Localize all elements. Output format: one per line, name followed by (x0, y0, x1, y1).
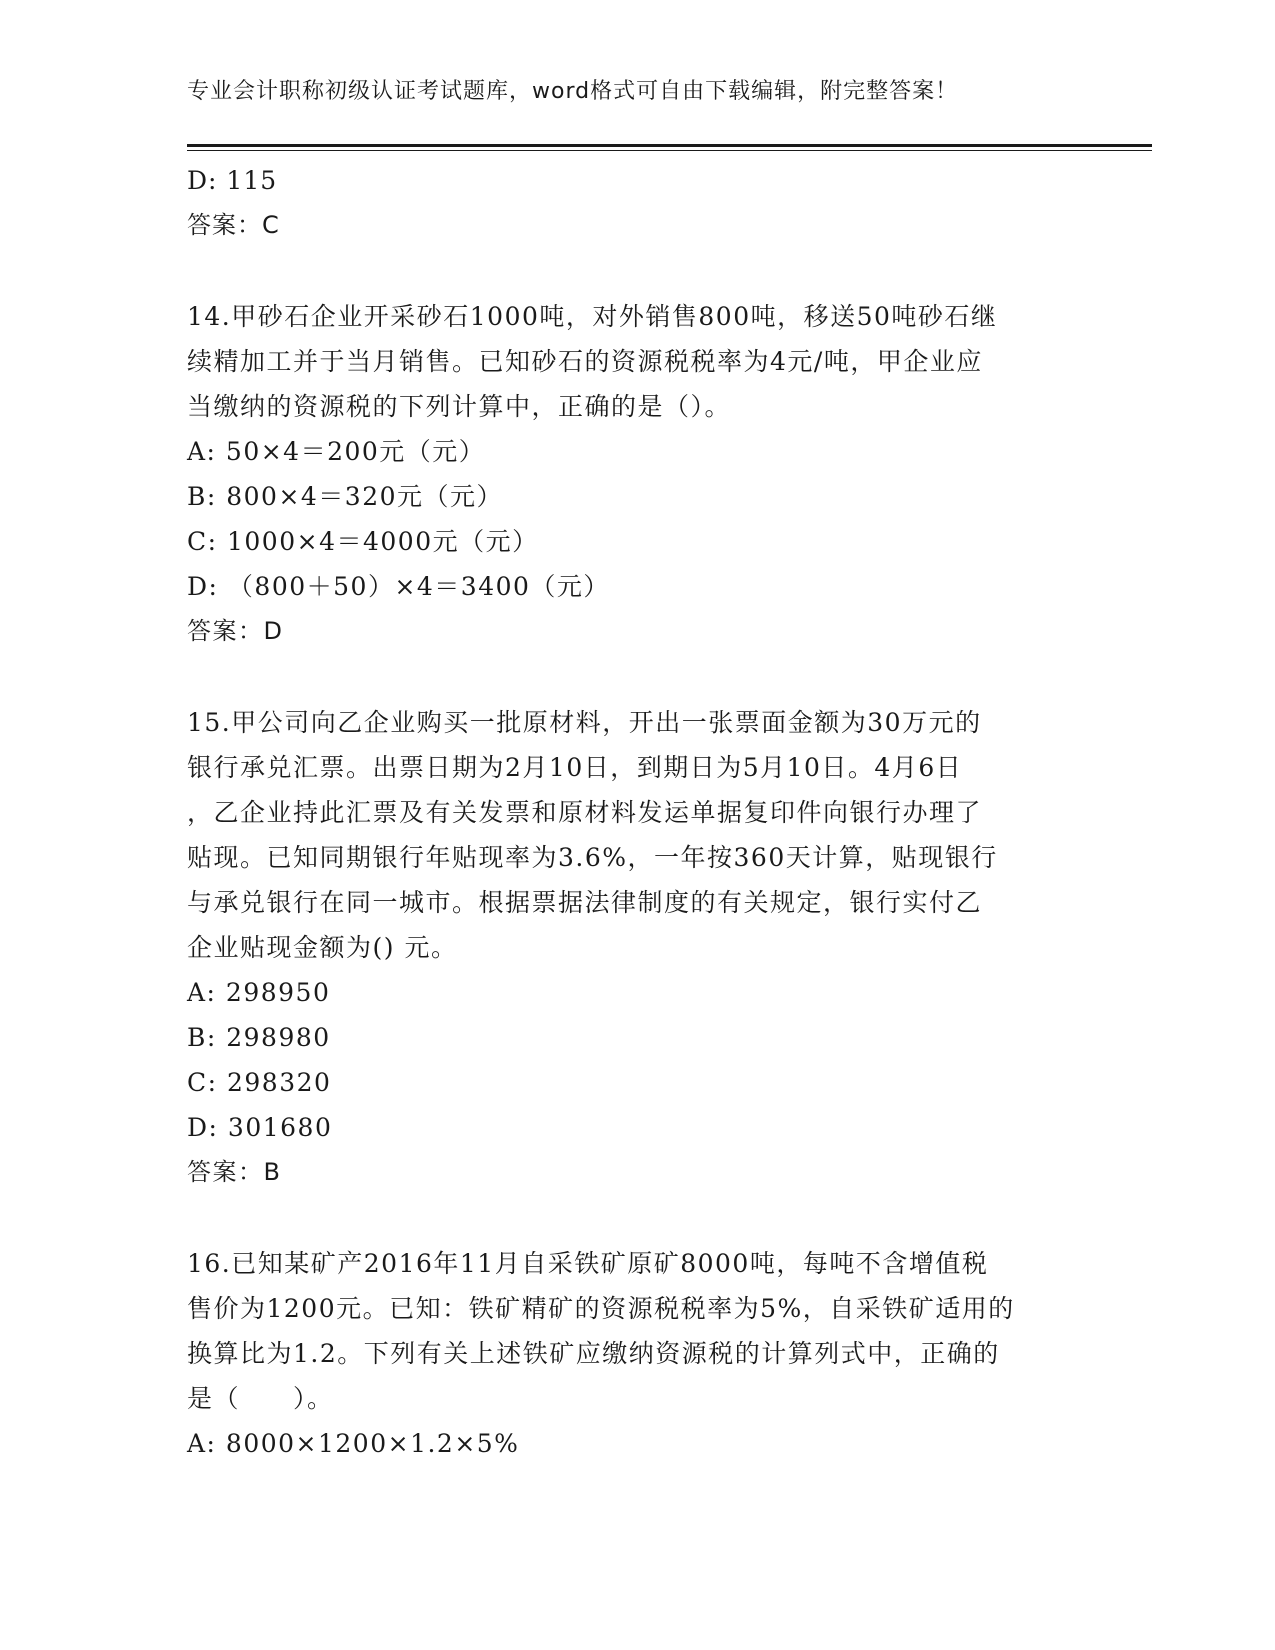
option-c: C: 298320 (187, 1068, 332, 1097)
header-rule-thick (187, 144, 1152, 147)
option-b: B: 800×4＝320元（元） (187, 482, 504, 511)
option-a: A: 50×4＝200元（元） (187, 437, 486, 466)
question-stem-line: 企业贴现金额为() 元。 (187, 933, 458, 962)
question-stem-line: 售价为1200元。已知：铁矿精矿的资源税税率为5%，自采铁矿适用的 (187, 1294, 1015, 1323)
question-16 (187, 1241, 1087, 1466)
question-15 (187, 700, 1087, 1195)
answer: 答案：B (187, 1158, 282, 1186)
question-stem-line: 是（ ）。 (187, 1384, 334, 1413)
option-b: B: 298980 (187, 1023, 331, 1052)
question-stem-line: 贴现。已知同期银行年贴现率为3.6%，一年按360天计算，贴现银行 (187, 843, 998, 872)
question-content (187, 158, 1087, 1466)
option-d: D: （800＋50）×4＝3400（元） (187, 572, 610, 601)
question-stem-line: ，乙企业持此汇票及有关发票和原材料发运单据复印件向银行办理了 (187, 798, 983, 827)
question-stem-line: 续精加工并于当月销售。已知砂石的资源税税率为4元/吨，甲企业应 (187, 347, 983, 376)
question-stem-line: 与承兑银行在同一城市。根据票据法律制度的有关规定，银行实付乙 (187, 888, 983, 917)
page-header: 专业会计职称初级认证考试题库，word格式可自由下载编辑，附完整答案！ (187, 79, 959, 104)
header-rule-thin (187, 150, 1152, 151)
question-stem-line: 银行承兑汇票。出票日期为2月10日，到期日为5月10日。4月6日 (187, 753, 963, 782)
question-stem-line: 14.甲砂石企业开采砂石1000吨，对外销售800吨，移送50吨砂石继 (187, 302, 998, 331)
question-stem-line: 当缴纳的资源税的下列计算中，正确的是（）。 (187, 392, 732, 421)
question-14 (187, 294, 1087, 654)
question-stem-line: 16.已知某矿产2016年11月自采铁矿原矿8000吨，每吨不含增值税 (187, 1249, 989, 1278)
question-stem-line: 15.甲公司向乙企业购买一批原材料，开出一张票面金额为30万元的 (187, 708, 982, 737)
option-d: D: 301680 (187, 1113, 333, 1142)
prev-answer: 答案：C (187, 211, 280, 239)
option-a: A: 8000×1200×1.2×5% (187, 1429, 520, 1458)
prev-option-d: D: 115 (187, 166, 278, 195)
option-a: A: 298950 (187, 978, 331, 1007)
option-c: C: 1000×4＝4000元（元） (187, 527, 539, 556)
answer: 答案：D (187, 617, 284, 645)
question-stem-line: 换算比为1.2。下列有关上述铁矿应缴纳资源税的计算列式中，正确的 (187, 1339, 1000, 1368)
